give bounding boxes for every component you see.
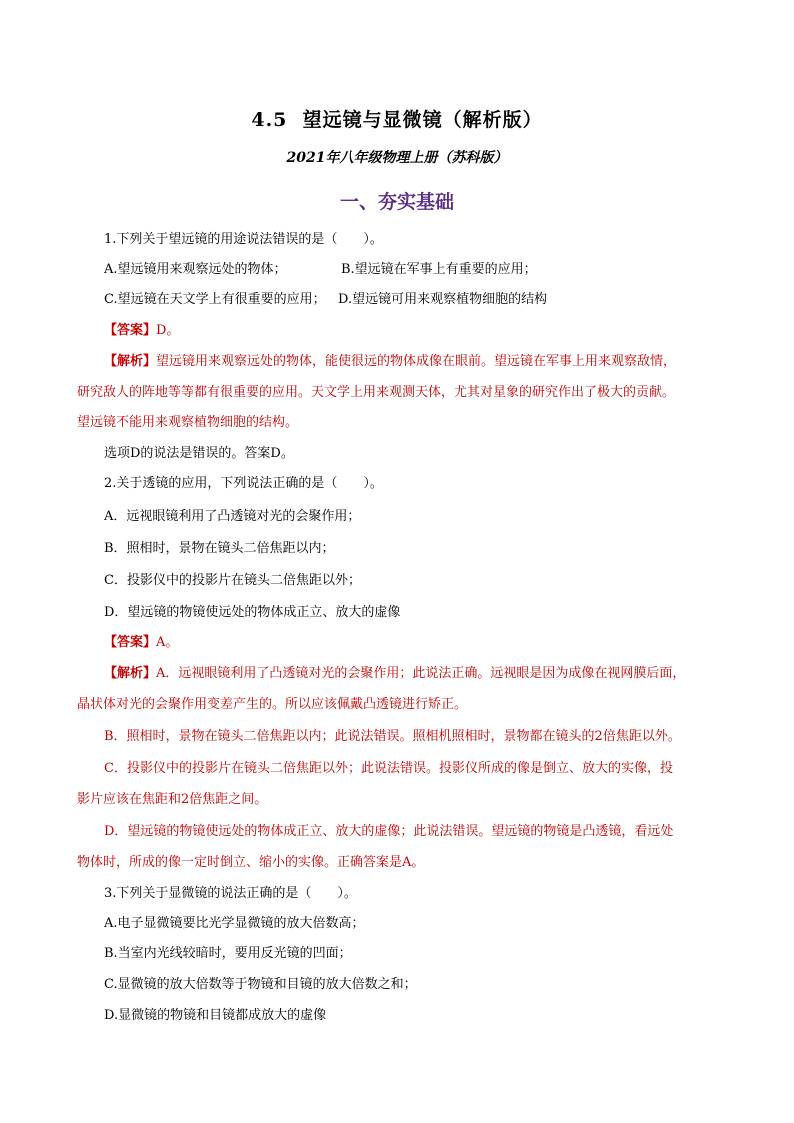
q2-analysis-a-line-1 (104, 665, 685, 683)
q1-option-d: D.望远镜可用来观察植物细胞的结构 (338, 292, 548, 307)
analysis-text: A．远视眼镜利用了凸透镜对光的会聚作用；此说法正确。远视眼是因为成像在视网膜后面， (156, 666, 686, 681)
q3-option-c: C.显微镜的放大倍数等于物镜和目镜的放大倍数之和； (104, 977, 417, 992)
analysis-label: 【解析】 (104, 354, 157, 369)
answer-label: 【答案】 (104, 323, 157, 338)
q2-analysis-c-line-1: C．投影仪中的投影片在镜头二倍焦距以外；此说法错误。投影仪所成的像是倒立、放大的实像，投 (104, 761, 673, 776)
answer-label: 【答案】 (104, 635, 157, 650)
analysis-label: 【解析】 (104, 666, 157, 681)
document-title: 4.5 望远镜与显微镜（解析版） (251, 109, 543, 131)
q2-option-b: B．照相时，景物在镜头二倍焦距以内； (104, 541, 335, 556)
q2-analysis-b: B．照相时，景物在镜头二倍焦距以内；此说法错误。照相机照相时，景物都在镜头的2倍焦距以外。 (104, 729, 681, 744)
analysis-text: 望远镜用来观察远处的物体，能使很远的物体成像在眼前。望远镜在军事上用来观察敌情， (156, 354, 677, 369)
q2-analysis-d-line-1: D．望远镜的物镜使远处的物体成正立、放大的虚像；此说法错误。望远镜的物镜是凸透镜，看远处 (104, 824, 674, 839)
q1-conclusion: 选项D的说法是错误的。答案D。 (104, 446, 294, 461)
q2-stem: 2.关于透镜的应用，下列说法正确的是（ ）。 (104, 476, 383, 491)
q3-option-b: B.当室内光线较暗时，要用反光镜的凹面； (104, 946, 352, 961)
q1-analysis-line-3: 望远镜不能用来观察植物细胞的结构。 (77, 415, 299, 430)
q1-analysis-line-1 (104, 353, 676, 371)
q3-stem: 3.下列关于显微镜的说法正确的是（ ）。 (104, 886, 357, 901)
q2-analysis-c-line-2: 影片应该在焦距和2倍焦距之间。 (77, 792, 268, 807)
answer-value: A。 (156, 635, 179, 650)
q1-analysis-line-2: 研究敌人的阵地等等都有很重要的应用。天文学上用来观测天体，尤其对星象的研究作出了极大的贡献。 (77, 385, 676, 400)
q1-option-a: A.望远镜用来观察远处的物体； (104, 262, 287, 277)
q1-answer (104, 322, 179, 340)
q2-analysis-d-line-2: 物体时，所成的像一定时倒立、缩小的实像。正确答案是A。 (77, 855, 425, 870)
section-heading: 一、夯实基础 (339, 191, 454, 213)
answer-value: D。 (156, 323, 180, 338)
q3-option-a: A.电子显微镜要比光学显微镜的放大倍数高； (104, 916, 365, 931)
q2-option-a: A．远视眼镜利用了凸透镜对光的会聚作用； (104, 509, 361, 524)
document-subtitle: 2021年八年级物理上册（苏科版） (286, 150, 508, 166)
q2-analysis-a-line-2: 晶状体对光的会聚作用变差产生的。所以应该佩戴凸透镜进行矫正。 (77, 697, 468, 712)
q2-option-d: D．望远镜的物镜使远处的物体成正立、放大的虚像 (104, 605, 401, 620)
q1-option-b: B.望远镜在军事上有重要的应用； (341, 262, 537, 277)
q1-stem: 1.下列关于望远镜的用途说法错误的是（ ）。 (104, 232, 383, 247)
q1-option-c: C.望远镜在天文学上有很重要的应用； (104, 292, 326, 307)
q2-option-c: C．投影仪中的投影片在镜头二倍焦距以外； (104, 573, 361, 588)
q2-answer (104, 634, 178, 652)
q3-option-d: D.显微镜的物镜和目镜都成放大的虚像 (104, 1008, 327, 1023)
